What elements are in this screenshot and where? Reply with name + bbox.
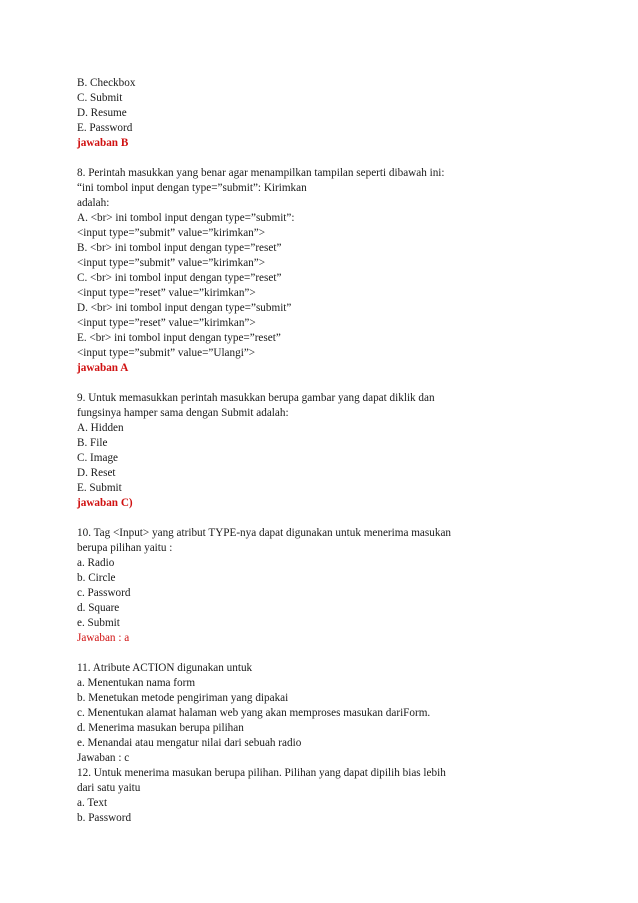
text-line: <input type=”reset” value=”kirimkan”> (77, 287, 256, 299)
text-line: E. <br> ini tombol input dengan type=”reset” (77, 332, 281, 344)
text-line: E. Submit (77, 482, 122, 494)
text-line: 11. Atribute ACTION digunakan untuk (77, 662, 253, 674)
text-line: berupa pilihan yaitu : (77, 542, 173, 554)
text-line: 8. Perintah masukkan yang benar agar menampilkan tampilan seperti dibawah ini: (77, 167, 445, 179)
paragraph-gap (77, 376, 577, 391)
paragraph-gap (77, 646, 577, 661)
text-line: C. Submit (77, 92, 123, 104)
text-line: D. Reset (77, 467, 116, 479)
text-line: A. Hidden (77, 422, 124, 434)
text-line: <input type=”submit” value=”Ulangi”> (77, 347, 256, 359)
text-line: C. <br> ini tombol input dengan type=”reset” (77, 272, 282, 284)
answer-line: jawaban A (77, 362, 129, 374)
text-line: <input type=”submit” value=”kirimkan”> (77, 227, 266, 239)
text-line: b. Circle (77, 572, 116, 584)
answer-line: jawaban C) (77, 497, 133, 509)
text-line: dari satu yaitu (77, 782, 141, 794)
text-line: a. Text (77, 797, 108, 809)
text-line: B. <br> ini tombol input dengan type=”reset” (77, 242, 282, 254)
text-line: D. Resume (77, 107, 127, 119)
text-line: c. Menentukan alamat halaman web yang akan memproses masukan dariForm. (77, 707, 431, 719)
answer-line: Jawaban : a (77, 632, 130, 644)
text-line: b. Password (77, 812, 132, 824)
paragraph-gap (77, 151, 577, 166)
text-line: e. Menandai atau mengatur nilai dari sebuah radio (77, 737, 302, 749)
answer-line: jawaban B (77, 137, 129, 149)
text-line: “ini tombol input dengan type=”submit”: Kirimkan (77, 182, 307, 194)
text-line: E. Password (77, 122, 133, 134)
text-line: 12. Untuk menerima masukan berupa pilihan. Pilihan yang dapat dipilih bias lebih (77, 767, 446, 779)
text-line: 10. Tag <Input> yang atribut TYPE-nya dapat digunakan untuk menerima masukan (77, 527, 451, 539)
text-line: d. Square (77, 602, 120, 614)
document-page (77, 76, 577, 826)
text-line: adalah: (77, 197, 110, 209)
text-line: d. Menerima masukan berupa pilihan (77, 722, 244, 734)
text-line: e. Submit (77, 617, 120, 629)
text-line: B. File (77, 437, 108, 449)
text-line: Jawaban : c (77, 752, 130, 764)
text-line: D. <br> ini tombol input dengan type=”submit” (77, 302, 292, 314)
text-line: A. <br> ini tombol input dengan type=”submit”: (77, 212, 295, 224)
text-line: a. Menentukan nama form (77, 677, 196, 689)
text-line: B. Checkbox (77, 77, 136, 89)
text-line: <input type=”submit” value=”kirimkan”> (77, 257, 266, 269)
text-line: b. Menetukan metode pengiriman yang dipakai (77, 692, 289, 704)
text-line: C. Image (77, 452, 119, 464)
text-line: fungsinya hamper sama dengan Submit adalah: (77, 407, 289, 419)
text-line: a. Radio (77, 557, 115, 569)
text-line: 9. Untuk memasukkan perintah masukkan berupa gambar yang dapat diklik dan (77, 392, 435, 404)
text-line: <input type=”reset” value=”kirimkan”> (77, 317, 256, 329)
text-line: c. Password (77, 587, 131, 599)
paragraph-gap (77, 511, 577, 526)
